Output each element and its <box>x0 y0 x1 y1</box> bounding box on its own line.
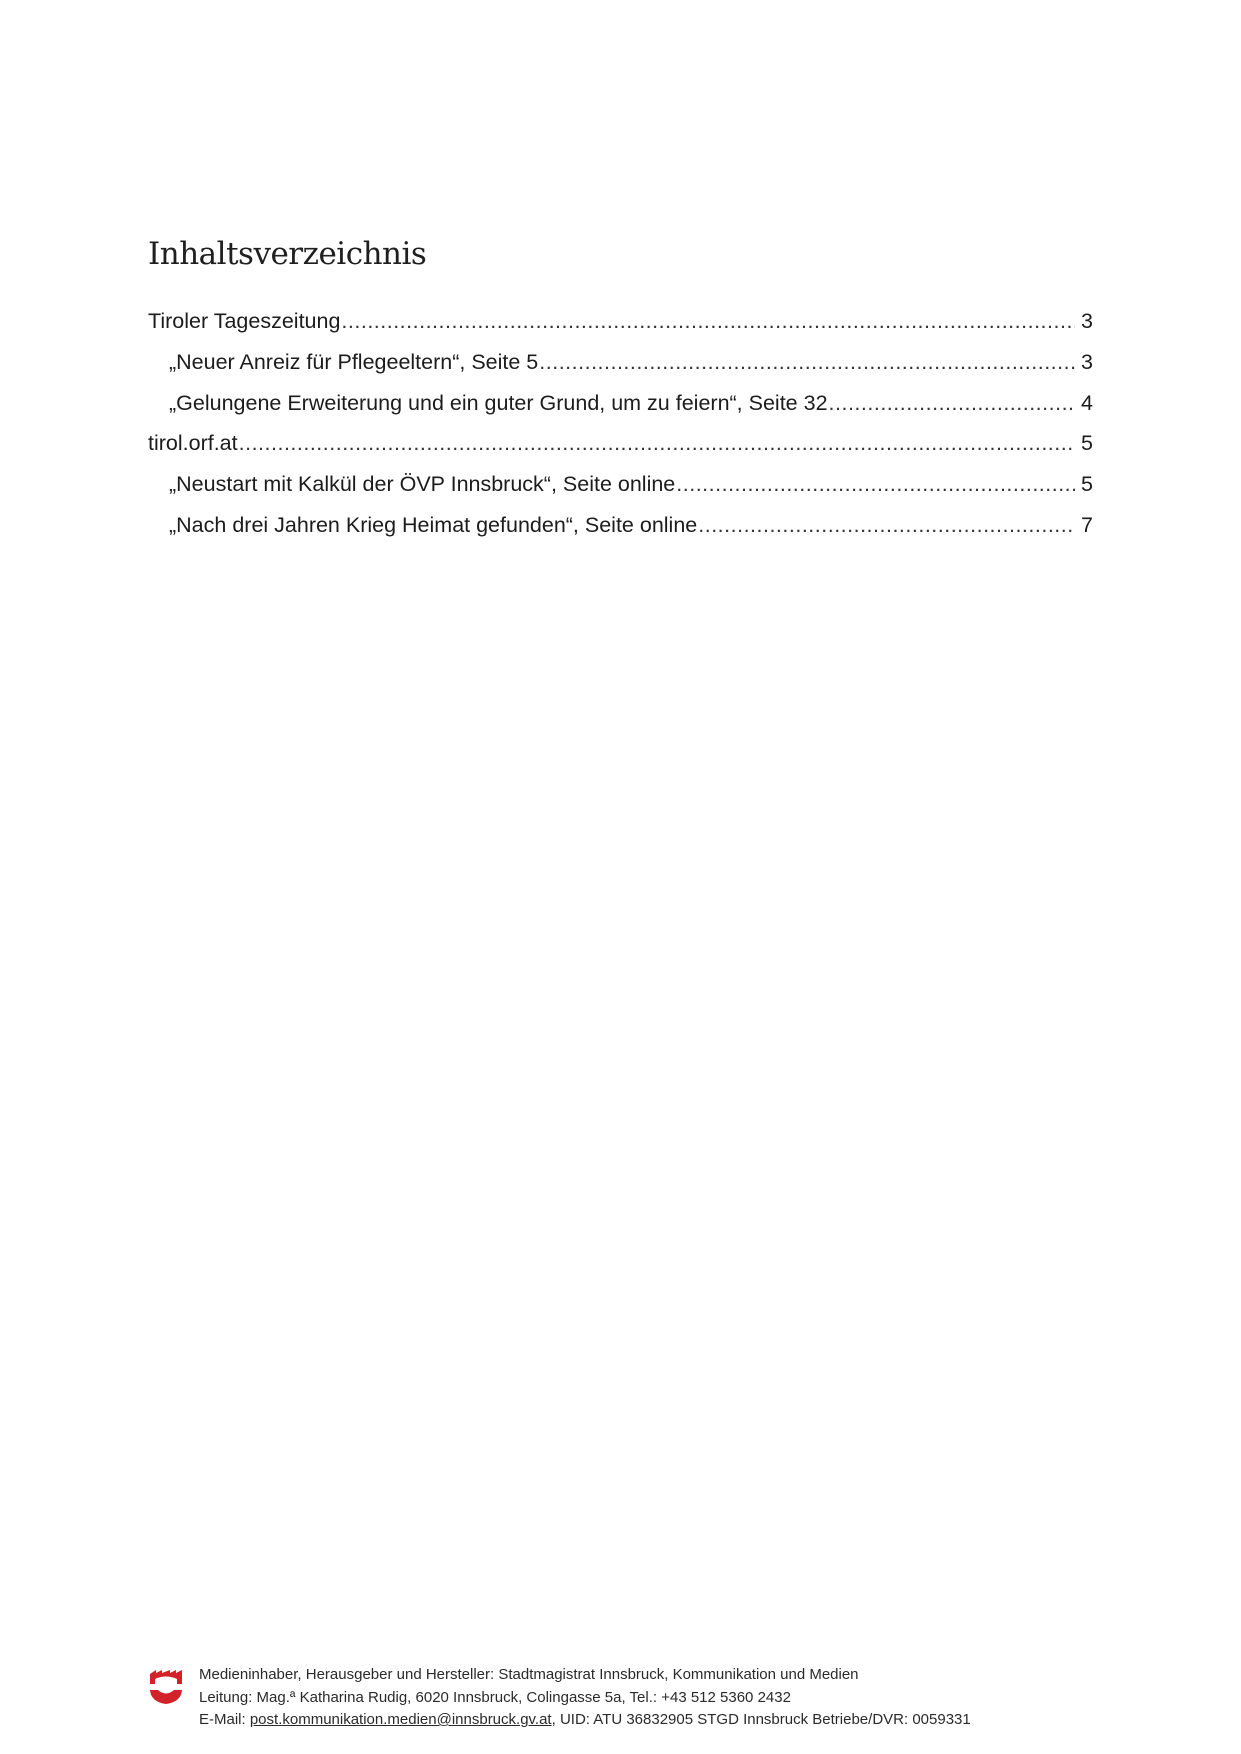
footer-contact-details: , UID: ATU 36832905 STGD Innsbruck Betriebe/DVR: 0059331 <box>551 1711 971 1728</box>
toc-entry[interactable] <box>148 306 1093 347</box>
footer-email-link[interactable]: post.kommunikation.medien@innsbruck.gv.at <box>249 1711 552 1728</box>
footer-email-prefix: E-Mail: <box>199 1711 250 1728</box>
toc-page-number: 4 <box>1081 390 1093 415</box>
toc-page-number: 3 <box>1081 309 1093 333</box>
toc-entry-label: „Nach drei Jahren Krieg Heimat gefunden“, Seite online <box>169 512 698 537</box>
toc-entry-label: tirol.orf.at <box>148 431 238 456</box>
toc-entry[interactable] <box>148 388 1093 429</box>
toc-heading: Inhaltsverzeichnis <box>148 236 427 272</box>
toc-leader-dots <box>698 510 1075 540</box>
toc-entry-label: „Neustart mit Kalkül der ÖVP Innsbruck“, Seite online <box>169 472 676 497</box>
toc-leader-dots <box>239 428 1075 458</box>
footer-line-management: Leitung: Mag.ª Katharina Rudig, 6020 Innsbruck, Colingasse 5a, Tel.: +43 512 5360 2432 <box>199 1688 791 1706</box>
toc-page-number: 7 <box>1081 512 1093 537</box>
footer-line-contact <box>199 1709 971 1732</box>
toc-entry-label: „Gelungene Erweiterung und ein guter Grund, um zu feiern“, Seite 32 <box>169 390 828 415</box>
toc-leader-dots <box>341 306 1075 336</box>
innsbruck-logo-icon <box>150 1670 182 1706</box>
toc-entry[interactable] <box>148 510 1093 551</box>
footer-line-publisher: Medieninhaber, Herausgeber und Hersteller: Stadtmagistrat Innsbruck, Kommunikation und Medien <box>199 1666 859 1683</box>
toc-entry-label: „Neuer Anreiz für Pflegeeltern“, Seite 5 <box>169 349 539 374</box>
toc-leader-dots <box>676 469 1075 499</box>
footer-imprint <box>199 1664 971 1732</box>
toc-leader-dots <box>829 388 1075 418</box>
toc-page-number: 5 <box>1081 472 1093 497</box>
toc-entry[interactable] <box>148 469 1093 510</box>
toc-page-number: 5 <box>1081 431 1093 456</box>
page-footer <box>150 1664 1090 1734</box>
toc-entry[interactable] <box>148 428 1093 469</box>
toc-page-number: 3 <box>1081 349 1093 374</box>
toc-entry[interactable] <box>148 347 1093 388</box>
toc-leader-dots <box>539 347 1075 377</box>
toc-entry-label: Tiroler Tageszeitung <box>148 309 341 333</box>
table-of-contents <box>148 306 1093 551</box>
